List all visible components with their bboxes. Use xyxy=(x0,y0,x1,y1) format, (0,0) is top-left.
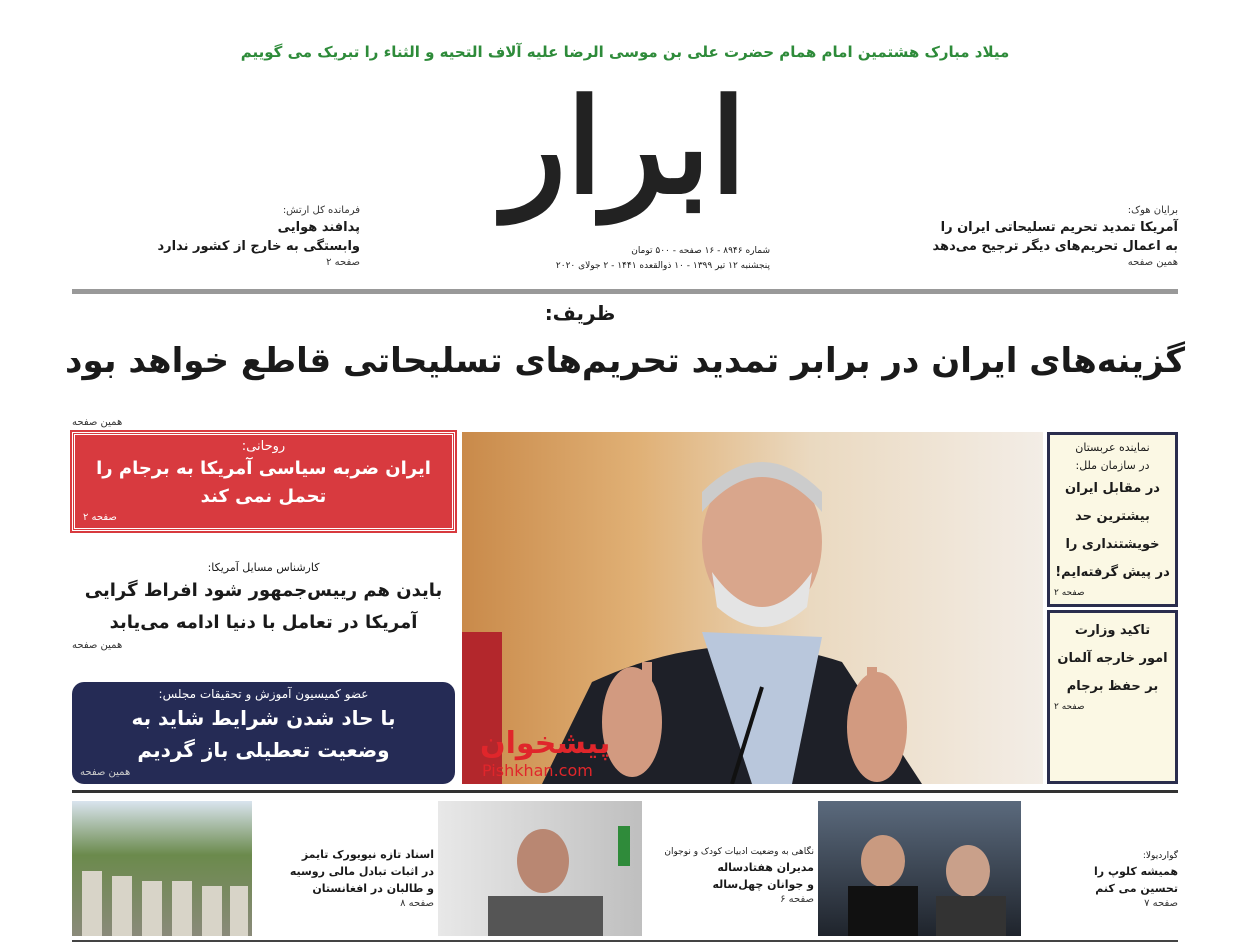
story-kicker: برایان هوک: xyxy=(1127,205,1178,216)
story-headline: پدافند هوایی xyxy=(277,220,360,235)
story-headline: آمریکا تمدید تحریم تسلیحاتی ایران را xyxy=(940,220,1178,235)
story-headline: و طالبان در افغانستان xyxy=(312,882,434,895)
story-headline: با حاد شدن شرایط شاید به xyxy=(131,706,396,730)
story-headline: در پیش گرفته‌ایم! xyxy=(1055,565,1170,580)
story-headline: و جوانان چهل‌ساله xyxy=(712,878,814,891)
story-headline: تاکید وزارت xyxy=(1074,623,1151,638)
page-ref: همین صفحه xyxy=(80,767,131,778)
date-line: پنجشنبه ۱۲ تیر ۱۳۹۹ - ۱۰ ذوالقعده ۱۴۴۱ - ۲ جولای ۲۰۲۰ xyxy=(555,261,770,271)
story-headline: مدیران هفتادساله xyxy=(717,861,814,874)
story-kicker: عضو کمیسیون آموزش و تحقیقات مجلس: xyxy=(158,687,369,701)
guardiola-klopp-photo[interactable] xyxy=(818,801,1021,936)
photo-illustration xyxy=(438,801,642,936)
story-kicker: کارشناس مسایل آمریکا: xyxy=(207,560,320,574)
story-headline: همیشه کلوپ را xyxy=(1094,865,1178,878)
page-ref: صفحه ۸ xyxy=(400,898,434,909)
story-headline: آمریکا در تعامل با دنیا ادامه می‌یابد xyxy=(109,611,418,633)
bottom-story-nyt[interactable] xyxy=(256,846,434,911)
side-story-germany[interactable] xyxy=(1047,610,1178,784)
page-ref: همین صفحه xyxy=(72,417,123,428)
main-kicker: ظریف: xyxy=(544,301,616,325)
photo-illustration xyxy=(818,801,1021,936)
page-ref: همین صفحه xyxy=(72,639,123,651)
page-ref: همین صفحه xyxy=(1127,257,1178,268)
page-ref: صفحه ۲ xyxy=(1054,702,1085,712)
footer-rule xyxy=(72,940,1178,942)
masthead-banner: میلاد مبارک هشتمین امام همام حضرت علی بن موسی الرضا علیه آلاف التحیه و الثناء را تبریک می گوییم xyxy=(240,43,1010,61)
story-headline: بایدن هم رییس‌جمهور شود افراط گرایی xyxy=(84,579,443,601)
story-kicker: در سازمان ملل: xyxy=(1075,459,1150,472)
story-headline: بیشترین حد xyxy=(1075,509,1150,524)
story-headline: وابستگی به خارج از کشور ندارد xyxy=(157,239,360,254)
story-headline: وضعیت تعطیلی باز گردیم xyxy=(137,738,390,762)
header-divider xyxy=(72,289,1178,294)
watermark-url: Pishkhan.com xyxy=(482,761,593,780)
story-kicker: گواردیولا: xyxy=(1142,851,1178,861)
red-story-box[interactable] xyxy=(72,432,455,531)
story-kicker: نگاهی به وضعیت ادبیات کودک و نوجوان xyxy=(664,847,814,857)
top-left-story[interactable] xyxy=(70,204,360,270)
page-ref: صفحه ۲ xyxy=(1054,588,1085,598)
story-kicker: نماینده عربستان xyxy=(1075,441,1150,454)
watermark-logo: پیشخوان xyxy=(480,726,611,761)
page-ref: صفحه ۲ xyxy=(83,512,117,523)
managers-photo[interactable] xyxy=(438,801,642,936)
right-column xyxy=(1047,432,1178,784)
photo-illustration xyxy=(72,801,252,936)
story-headline: ایران ضربه سیاسی آمریکا به برجام را xyxy=(96,458,431,479)
newspaper-logo: ابرار xyxy=(503,70,747,223)
story-headline: امور خارجه آلمان xyxy=(1057,651,1168,666)
issue-info xyxy=(440,244,770,274)
page-ref: صفحه ۶ xyxy=(780,894,814,905)
story-headline: تحمل نمی کند xyxy=(200,486,327,507)
bottom-story-guardiola[interactable] xyxy=(1025,850,1178,911)
issue-line: شماره ۸۹۴۶ - ۱۶ صفحه - ۵۰۰ تومان xyxy=(631,246,770,256)
story-headline: تحسین می کنم xyxy=(1095,882,1178,895)
biden-story[interactable] xyxy=(72,561,455,653)
bottom-divider xyxy=(72,790,1178,793)
left-column xyxy=(72,432,455,784)
page-ref: صفحه ۲ xyxy=(326,257,360,268)
page-ref: صفحه ۷ xyxy=(1144,898,1178,909)
taliban-photo[interactable] xyxy=(72,801,252,936)
story-headline: بر حفظ برجام xyxy=(1066,679,1159,694)
story-headline: اسناد تازه نیویورک تایمز xyxy=(301,848,434,861)
blue-story-box[interactable] xyxy=(72,682,455,784)
story-kicker: روحانی: xyxy=(241,439,286,454)
story-headline: در مقابل ایران xyxy=(1065,481,1160,496)
story-kicker: فرمانده کل ارتش: xyxy=(282,205,360,216)
main-headline[interactable]: گزینه‌های ایران در برابر تمدید تحریم‌های تسلیحاتی قاطع خواهد بود xyxy=(65,341,1185,381)
top-right-story[interactable] xyxy=(878,204,1178,270)
story-headline: به اعمال تحریم‌های دیگر ترجیح می‌دهد xyxy=(932,239,1178,254)
bottom-story-literature[interactable] xyxy=(646,846,814,907)
side-story-saudi[interactable] xyxy=(1047,432,1178,607)
story-headline: در اثبات تبادل مالی روسیه xyxy=(289,865,434,878)
story-headline: خویشتنداری را xyxy=(1065,537,1160,552)
